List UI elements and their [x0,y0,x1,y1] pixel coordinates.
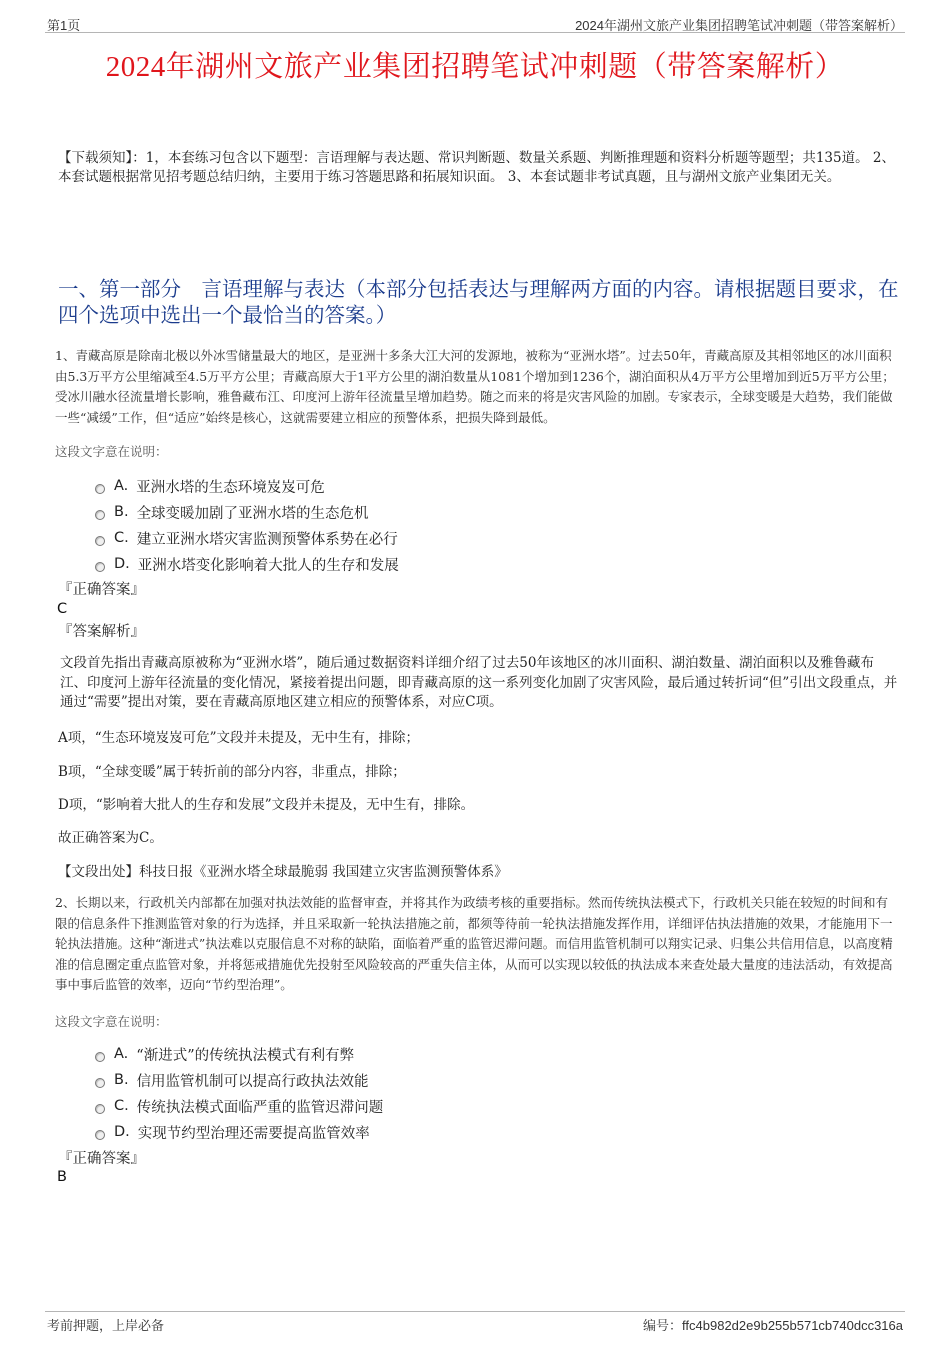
document-id-label: 编号： [643,1318,683,1333]
question-1-analysis: 文段首先指出青藏高原被称为“亚洲水塔”，随后通过数据资料详细介绍了过去50年该地区的冰川面积、湖泊数量、湖泊面积以及雅鲁藏布江、印度河上游年径流量的变化情况，紧接着提出问题，即青藏高原的这一系列变化加剧了灾害风险，最后通过转折词“但”引出文段重点，并通过“需要”提出对策，要在青藏高原地区建立相应的预警体系，对应C项。 [60,655,898,710]
radio-button-icon[interactable] [95,1078,105,1088]
download-notice: 【下载须知】：1，本套练习包含以下题型：言语理解与表达题、常识判断题、数量关系题、判断推理题和资料分析题等题型；共135道。 2、本套试题根据常见招考题总结归纳，主要用于练习答题思路和拓展知识面。 3、本套试题非考试真题，且与湖州文旅产业集团无关。 [58,150,895,185]
page-header [45,14,905,33]
question-1-option-d[interactable] [95,551,399,577]
option-letter: A. [114,1046,129,1062]
analysis-option-b: B项，“全球变暖”属于转折前的部分内容，非重点，排除； [58,764,406,780]
option-text: 传统执法模式面临严重的监管迟滞问题 [136,1099,384,1116]
document-id-value: ffc4b982d2e9b255b571cb740dcc316a [682,1318,903,1333]
question-2-option-b[interactable] [95,1067,383,1093]
question-2-answer-label: 『正确答案』 [58,1151,145,1167]
radio-button-icon[interactable] [95,1130,105,1140]
analysis-source: 【文段出处】科技日报《亚洲水塔全球最脆弱 我国建立灾害监测预警体系》 [58,864,508,880]
option-letter: D. [114,1124,130,1140]
analysis-option-d: D项，“影响着大批人的生存和发展”文段并未提及，无中生有，排除。 [58,797,475,813]
question-2-option-a[interactable] [95,1041,383,1067]
question-1-option-a[interactable] [95,473,399,499]
question-2-option-d[interactable] [95,1119,383,1145]
radio-button-icon[interactable] [95,1104,105,1114]
radio-button-icon[interactable] [95,562,105,572]
option-letter: A. [114,478,129,494]
option-letter: C. [114,1098,129,1114]
document-title: 2024年湖州文旅产业集团招聘笔试冲刺题（带答案解析） [105,51,845,83]
question-2-option-c[interactable] [95,1093,383,1119]
option-text: 实现节约型治理还需要提高监管效率 [137,1125,370,1142]
radio-button-icon[interactable] [95,510,105,520]
radio-button-icon[interactable] [95,484,105,494]
section-heading: 一、第一部分 言语理解与表达（本部分包括表达与理解两方面的内容。请根据题目要求，在四个选项中选出一个最恰当的答案。） [58,277,899,327]
running-title: 2024年湖州文旅产业集团招聘笔试冲刺题（带答案解析） [575,18,903,33]
question-1-answer: C [57,601,68,617]
option-text: “渐进式”的传统执法模式有利有弊 [136,1047,355,1064]
analysis-option-a: A项，“生态环境岌岌可危”文段并未提及，无中生有，排除； [58,730,420,746]
document-id [643,1315,903,1334]
question-1-options [95,473,399,577]
analysis-conclusion: 故正确答案为C。 [58,830,163,846]
question-2-stem: 2、长期以来，行政机关内部都在加强对执法效能的监督审查，并将其作为政绩考核的重要指标。然而传统执法模式下，行政机关只能在较短的时间和有限的信息条件下推测监管对象的行为选择，并且采取新一轮执法措施之前，都须等待前一轮执法措施发挥作用，详细评估执法措施的效果，才能施用下一轮执法措施。这种“渐进式”执法难以克服信息不对称的缺陷，面临着严重的监管迟滞问题。而信用监管机制可以翔实记录、归集公共信用信息，以高度精准的信息圈定重点监管对象，并将惩戒措施优先投射至风险较高的严重失信主体，从而可以实现以较低的执法成本来查处最大量度的违法活动，有效提高事中事后监管的效率，迈向“节约型治理”。 [55,895,893,992]
page-footer [45,1311,905,1334]
footer-slogan: 考前押题，上岸必备 [47,1318,165,1333]
option-text: 亚洲水塔的生态环境岌岌可危 [136,479,325,496]
option-letter: D. [114,556,130,572]
question-2-options [95,1041,383,1145]
question-1-answer-label: 『正确答案』 [58,582,145,598]
option-text: 建立亚洲水塔灾害监测预警体系势在必行 [136,531,398,548]
option-letter: C. [114,530,129,546]
question-1-stem: 1、青藏高原是除南北极以外冰雪储量最大的地区，是亚洲十多条大江大河的发源地，被称为“亚洲水塔”。过去50年，青藏高原及其相邻地区的冰川面积由5.3万平方公里缩减至4.5万平方公里；青藏高原大于1平方公里的湖泊数量从1081个增加到1236个，湖泊面积从4万平方公里增加到近5万平方公里；受冰川融水径流量增长影响，雅鲁藏布江、印度河上游年径流量呈增加趋势。随之而来的将是灾害风险的加剧。专家表示，全球变暖是大趋势，我们能做一些“减缓”工作，但“适应”始终是核心，这就需要建立相应的预警体系，把损失降到最低。 [55,348,895,425]
question-2-prompt: 这段文字意在说明： [55,1014,168,1029]
page-number: 第1页 [47,18,81,33]
question-1-option-c[interactable] [95,525,399,551]
radio-button-icon[interactable] [95,536,105,546]
question-1-prompt: 这段文字意在说明： [55,444,168,459]
option-text: 信用监管机制可以提高行政执法效能 [136,1073,369,1090]
option-letter: B. [114,504,129,520]
radio-button-icon[interactable] [95,1052,105,1062]
question-1-analysis-label: 『答案解析』 [58,624,145,640]
option-text: 全球变暖加剧了亚洲水塔的生态危机 [136,505,369,522]
option-text: 亚洲水塔变化影响着大批人的生存和发展 [137,557,399,574]
question-1-option-b[interactable] [95,499,399,525]
option-letter: B. [114,1072,129,1088]
question-2-answer: B [57,1169,67,1185]
